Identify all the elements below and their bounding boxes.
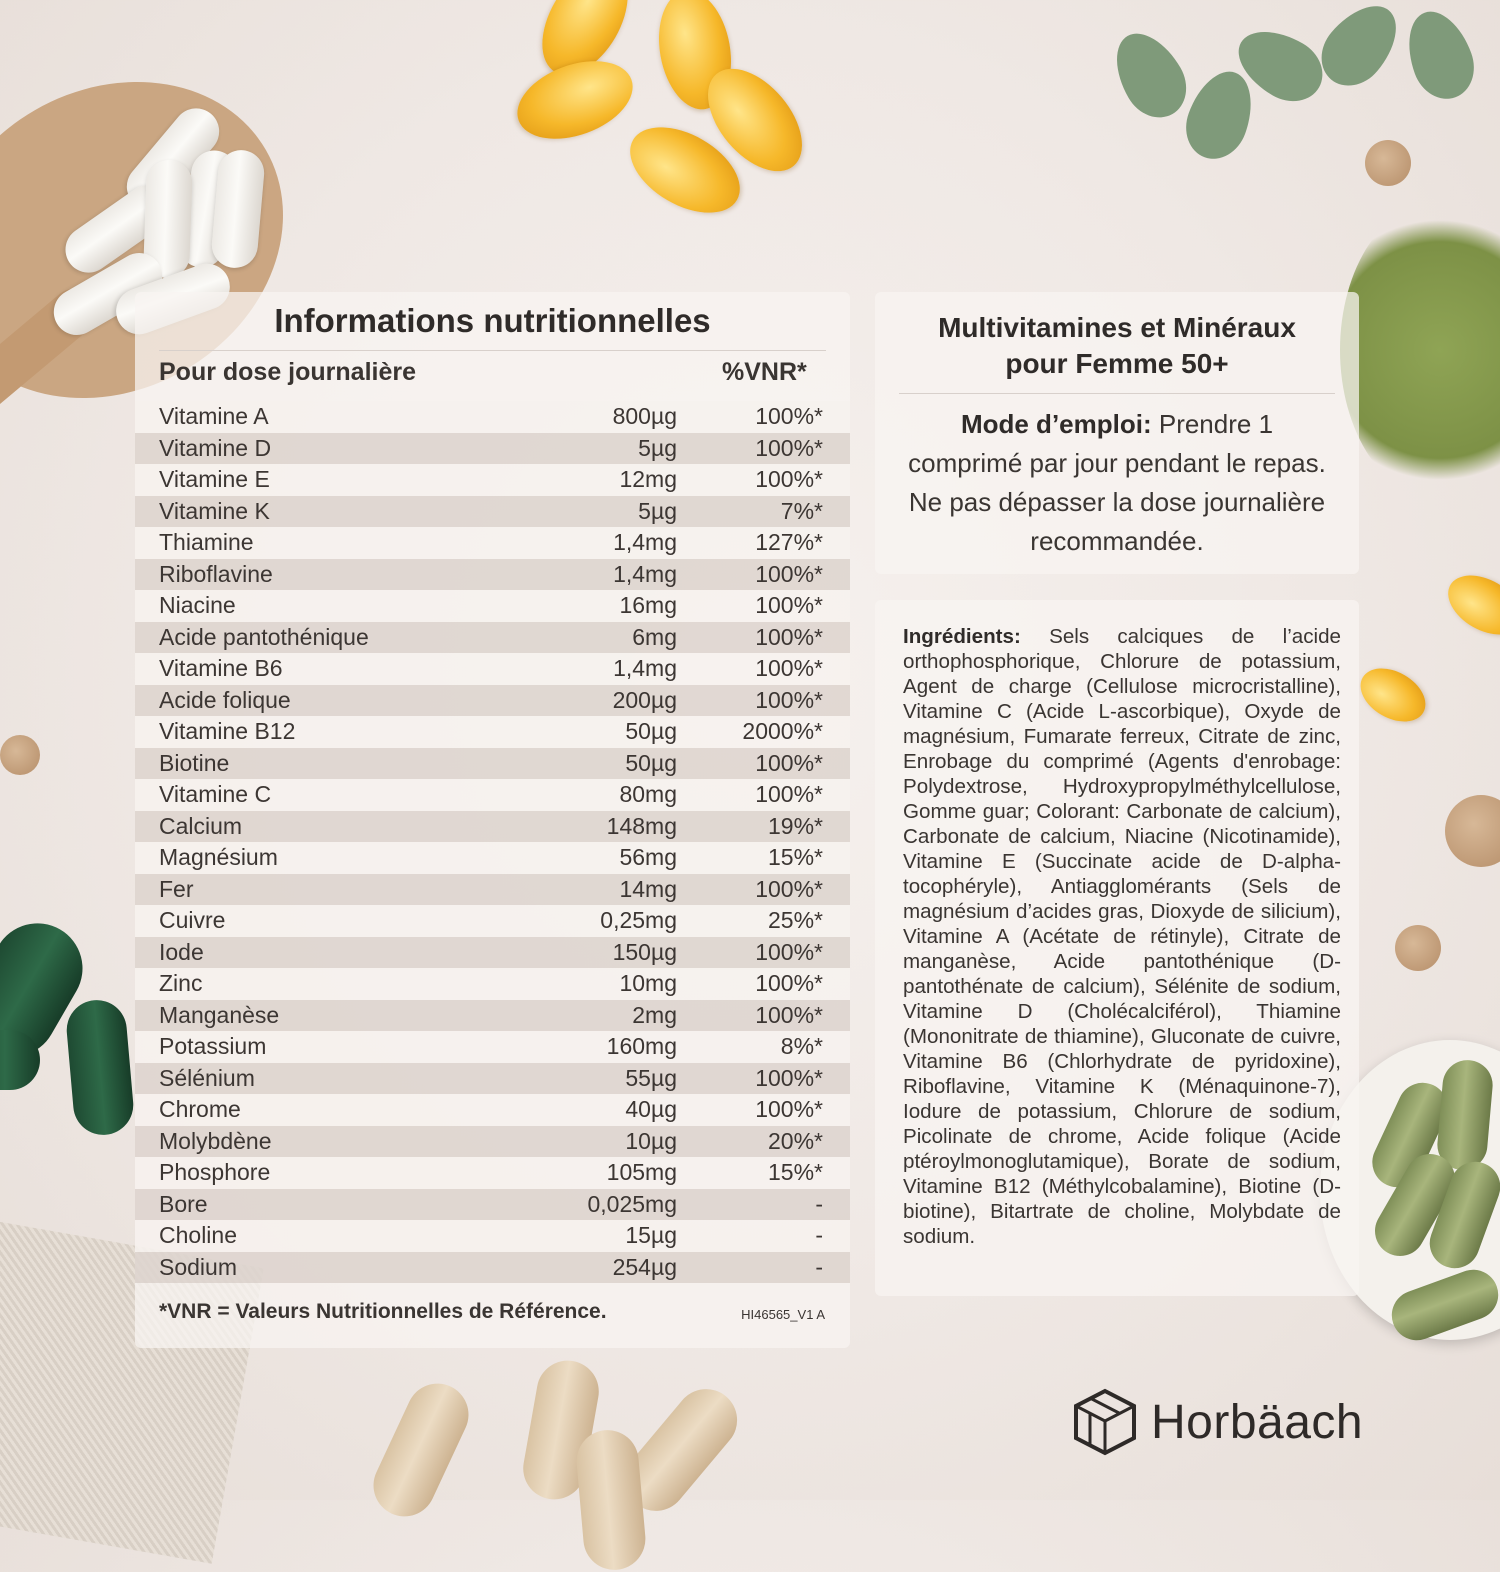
table-row bbox=[135, 1063, 850, 1095]
softgel-capsule bbox=[507, 47, 644, 154]
nutrient-amount: 50µg bbox=[625, 718, 677, 744]
nutrient-amount: 6mg bbox=[632, 623, 677, 650]
nutrient-name: Cuivre bbox=[159, 907, 226, 933]
nutrient-amount: 1,4mg bbox=[613, 529, 677, 555]
nutrient-vnr: - bbox=[815, 1190, 823, 1217]
table-row bbox=[135, 527, 850, 559]
product-code: HI46565_V1 A bbox=[741, 1307, 825, 1322]
table-row bbox=[135, 1189, 850, 1221]
table-row bbox=[135, 748, 850, 780]
table-row bbox=[135, 779, 850, 811]
nutrient-vnr: 7%* bbox=[780, 497, 823, 524]
eucalyptus-leaf bbox=[1308, 0, 1412, 99]
table-row bbox=[135, 1157, 850, 1189]
table-row bbox=[135, 1220, 850, 1252]
nutrient-name: Molybdène bbox=[159, 1127, 272, 1154]
table-row bbox=[135, 905, 850, 937]
nutrient-amount: 80mg bbox=[619, 781, 677, 807]
nutrient-name: Bore bbox=[159, 1190, 208, 1217]
nutrient-name: Magnésium bbox=[159, 844, 278, 870]
beige-tablet bbox=[363, 1373, 478, 1526]
ingredients-panel bbox=[875, 600, 1359, 1296]
nutrient-amount: 800µg bbox=[612, 403, 677, 429]
nutrient-vnr: 100%* bbox=[755, 875, 823, 902]
table-row bbox=[135, 590, 850, 622]
nutrient-amount: 254µg bbox=[612, 1253, 677, 1280]
ingredients-label: Ingrédients: bbox=[903, 625, 1021, 648]
usage-label: Mode d’emploi: bbox=[960, 409, 1152, 439]
nutrient-name: Phosphore bbox=[159, 1159, 271, 1185]
nutrient-vnr: 8%* bbox=[780, 1033, 823, 1059]
nutrient-amount: 10mg bbox=[619, 970, 677, 996]
nutrient-vnr: 100%* bbox=[755, 781, 823, 807]
nutrient-vnr: 100%* bbox=[755, 1096, 823, 1122]
brand-name: Horbäach bbox=[1151, 1395, 1364, 1449]
nutrient-name: Sodium bbox=[159, 1253, 237, 1280]
nutrient-amount: 2mg bbox=[632, 1001, 677, 1028]
nutrient-name: Iode bbox=[159, 938, 204, 965]
nutrient-name: Riboflavine bbox=[159, 560, 273, 587]
product-title-line1: Multivitamines et Minéraux bbox=[938, 312, 1296, 343]
nutrient-name: Vitamine A bbox=[159, 403, 269, 429]
nutrient-amount: 200µg bbox=[612, 686, 677, 713]
nutrient-vnr: 15%* bbox=[768, 844, 823, 870]
nutrient-amount: 160mg bbox=[606, 1033, 677, 1059]
nutrient-vnr: 100%* bbox=[755, 1064, 823, 1091]
dark-green-tablet bbox=[64, 998, 136, 1138]
nutrient-vnr: 100%* bbox=[755, 434, 823, 461]
nutrient-amount: 0,25mg bbox=[600, 907, 677, 933]
table-row bbox=[135, 559, 850, 591]
cube-logo-icon bbox=[1073, 1388, 1137, 1456]
nutrient-amount: 55µg bbox=[625, 1064, 677, 1091]
table-row bbox=[135, 874, 850, 906]
nutrient-name: Vitamine K bbox=[159, 497, 270, 524]
nutrient-amount: 150µg bbox=[612, 938, 677, 965]
table-row bbox=[135, 1031, 850, 1063]
ingredients-text bbox=[903, 624, 1341, 1249]
nutrient-amount: 105mg bbox=[606, 1159, 677, 1185]
nutrient-name: Vitamine D bbox=[159, 434, 272, 461]
header-divider bbox=[159, 350, 826, 351]
nutrition-table bbox=[135, 401, 850, 1283]
table-row bbox=[135, 842, 850, 874]
vnr-footnote: *VNR = Valeurs Nutritionnelles de Référence. bbox=[159, 1300, 607, 1323]
nutrient-name: Vitamine B6 bbox=[159, 655, 283, 681]
round-tablet bbox=[1445, 795, 1500, 867]
nutrient-vnr: 100%* bbox=[755, 560, 823, 587]
softgel-capsule bbox=[1438, 563, 1500, 646]
nutrient-name: Vitamine E bbox=[159, 466, 270, 492]
nutrient-name: Zinc bbox=[159, 970, 203, 996]
nutrient-vnr: 25%* bbox=[768, 907, 823, 933]
nutrient-name: Thiamine bbox=[159, 529, 254, 555]
nutrient-name: Vitamine B12 bbox=[159, 718, 296, 744]
eucalyptus-leaf bbox=[1102, 21, 1199, 129]
nutrient-name: Potassium bbox=[159, 1033, 267, 1059]
nutrient-vnr: - bbox=[815, 1253, 823, 1280]
nutrient-amount: 1,4mg bbox=[613, 560, 677, 587]
nutrient-vnr: 100%* bbox=[755, 623, 823, 650]
table-row bbox=[135, 811, 850, 843]
nutrient-amount: 12mg bbox=[619, 466, 677, 492]
nutrient-name: Biotine bbox=[159, 749, 230, 776]
nutrient-name: Fer bbox=[159, 875, 194, 902]
product-title bbox=[875, 310, 1359, 382]
nutrient-vnr: 100%* bbox=[755, 970, 823, 996]
brand-logo bbox=[1073, 1388, 1363, 1456]
vnr-header: %VNR* bbox=[722, 358, 807, 386]
nutrient-amount: 5µg bbox=[638, 434, 677, 461]
table-row bbox=[135, 1000, 850, 1032]
nutrient-vnr: 100%* bbox=[755, 466, 823, 492]
table-row bbox=[135, 653, 850, 685]
nutrient-vnr: 127%* bbox=[755, 529, 823, 555]
nutrient-amount: 16mg bbox=[619, 592, 677, 618]
table-row bbox=[135, 716, 850, 748]
nutrient-amount: 0,025mg bbox=[587, 1190, 677, 1217]
ingredients-list: Sels calciques de l’acide orthophosphorique, Chlorure de potassium, Agent de charge (Cellulose microcristalline), Vitamine C (Acide L-ascorbique), Oxyde de magnésium, Fumarate ferreux, Citrate de zinc, Enrobage du comprimé (Agents d'enrobage: Polydextrose, Hydroxypropylméthylcellulose, Gomme guar; Colorant: Carbonate de calcium), Carbonate de calcium, Niacine (Nicotinamide), Vitamine E (Succinate acide de D-alpha-tocophéryle), Antiagglomérants (Sels de magnésium d’acides gras, Dioxyde de silicium), Vitamine A (Acétate de rétinyle), Citrate de manganèse, Acide pantothénique (D-pantothénate de calcium), Sélénite de sodium, Vitamine D (Cholécalciférol), Thiamine (Mononitrate de thiamine), Gluconate de cuivre, Vitamine B6 (Chlorhydrate de pyridoxine), Riboflavine, Vitamine K (Ménaquinone-7), Iodure de potassium, Chlorure de sodium, Picolinate de chrome, Acide folique (Acide ptéroylmonoglutamique), Borate de sodium, Vitamine B12 (Méthylcobalamine), Biotine (D-biotine), Bitartrate de choline, Molybdate de sodium. bbox=[903, 625, 1341, 1248]
nutrient-vnr: 100%* bbox=[755, 1001, 823, 1028]
green-powder bbox=[1340, 200, 1500, 500]
product-title-line2: pour Femme 50+ bbox=[1005, 348, 1229, 379]
nutrient-amount: 10µg bbox=[625, 1127, 677, 1154]
table-row bbox=[135, 968, 850, 1000]
softgel-capsule bbox=[1351, 658, 1435, 733]
nutrient-name: Vitamine C bbox=[159, 781, 272, 807]
nutrient-name: Choline bbox=[159, 1222, 237, 1248]
table-row bbox=[135, 496, 850, 528]
nutrient-name: Acide folique bbox=[159, 686, 291, 713]
nutrient-name: Manganèse bbox=[159, 1001, 280, 1028]
nutrient-vnr: 100%* bbox=[755, 686, 823, 713]
nutrient-name: Sélénium bbox=[159, 1064, 255, 1091]
nutrient-vnr: 20%* bbox=[768, 1127, 823, 1154]
round-tablet bbox=[0, 735, 40, 775]
table-row bbox=[135, 937, 850, 969]
nutrient-amount: 15µg bbox=[625, 1222, 677, 1248]
nutrition-panel bbox=[135, 292, 850, 1348]
nutrient-amount: 56mg bbox=[619, 844, 677, 870]
usage-text: Prendre 1 comprimé par jour pendant le repas. Ne pas dépasser la dose journalière recommandée. bbox=[908, 409, 1326, 556]
nutrient-vnr: - bbox=[815, 1222, 823, 1248]
table-row bbox=[135, 464, 850, 496]
table-row bbox=[135, 433, 850, 465]
nutrient-vnr: 100%* bbox=[755, 938, 823, 965]
nutrient-vnr: 100%* bbox=[755, 655, 823, 681]
nutrient-amount: 50µg bbox=[625, 749, 677, 776]
nutrient-vnr: 19%* bbox=[768, 812, 823, 839]
nutrient-amount: 5µg bbox=[638, 497, 677, 524]
table-row bbox=[135, 1126, 850, 1158]
nutrient-name: Chrome bbox=[159, 1096, 241, 1122]
nutrient-vnr: 15%* bbox=[768, 1159, 823, 1185]
product-divider bbox=[899, 393, 1335, 394]
nutrient-vnr: 100%* bbox=[755, 749, 823, 776]
table-row bbox=[135, 1094, 850, 1126]
nutrient-name: Acide pantothénique bbox=[159, 623, 369, 650]
product-panel bbox=[875, 292, 1359, 574]
table-row bbox=[135, 685, 850, 717]
nutrient-amount: 40µg bbox=[625, 1096, 677, 1122]
usage-instructions bbox=[905, 405, 1329, 561]
nutrient-name: Calcium bbox=[159, 812, 243, 839]
nutrient-vnr: 100%* bbox=[755, 403, 823, 429]
nutrient-amount: 14mg bbox=[619, 875, 677, 902]
nutrient-amount: 1,4mg bbox=[613, 655, 677, 681]
eucalyptus-leaf bbox=[1396, 2, 1483, 107]
round-tablet bbox=[1365, 140, 1411, 186]
table-row bbox=[135, 1252, 850, 1284]
nutrient-amount: 148mg bbox=[606, 812, 677, 839]
table-row bbox=[135, 401, 850, 433]
table-row bbox=[135, 622, 850, 654]
nutrition-title: Informations nutritionnelles bbox=[274, 302, 711, 339]
nutrient-name: Niacine bbox=[159, 592, 236, 618]
nutrient-vnr: 100%* bbox=[755, 592, 823, 618]
nutrient-vnr: 2000%* bbox=[742, 718, 823, 744]
round-tablet bbox=[1395, 925, 1441, 971]
dose-header: Pour dose journalière bbox=[159, 358, 417, 386]
